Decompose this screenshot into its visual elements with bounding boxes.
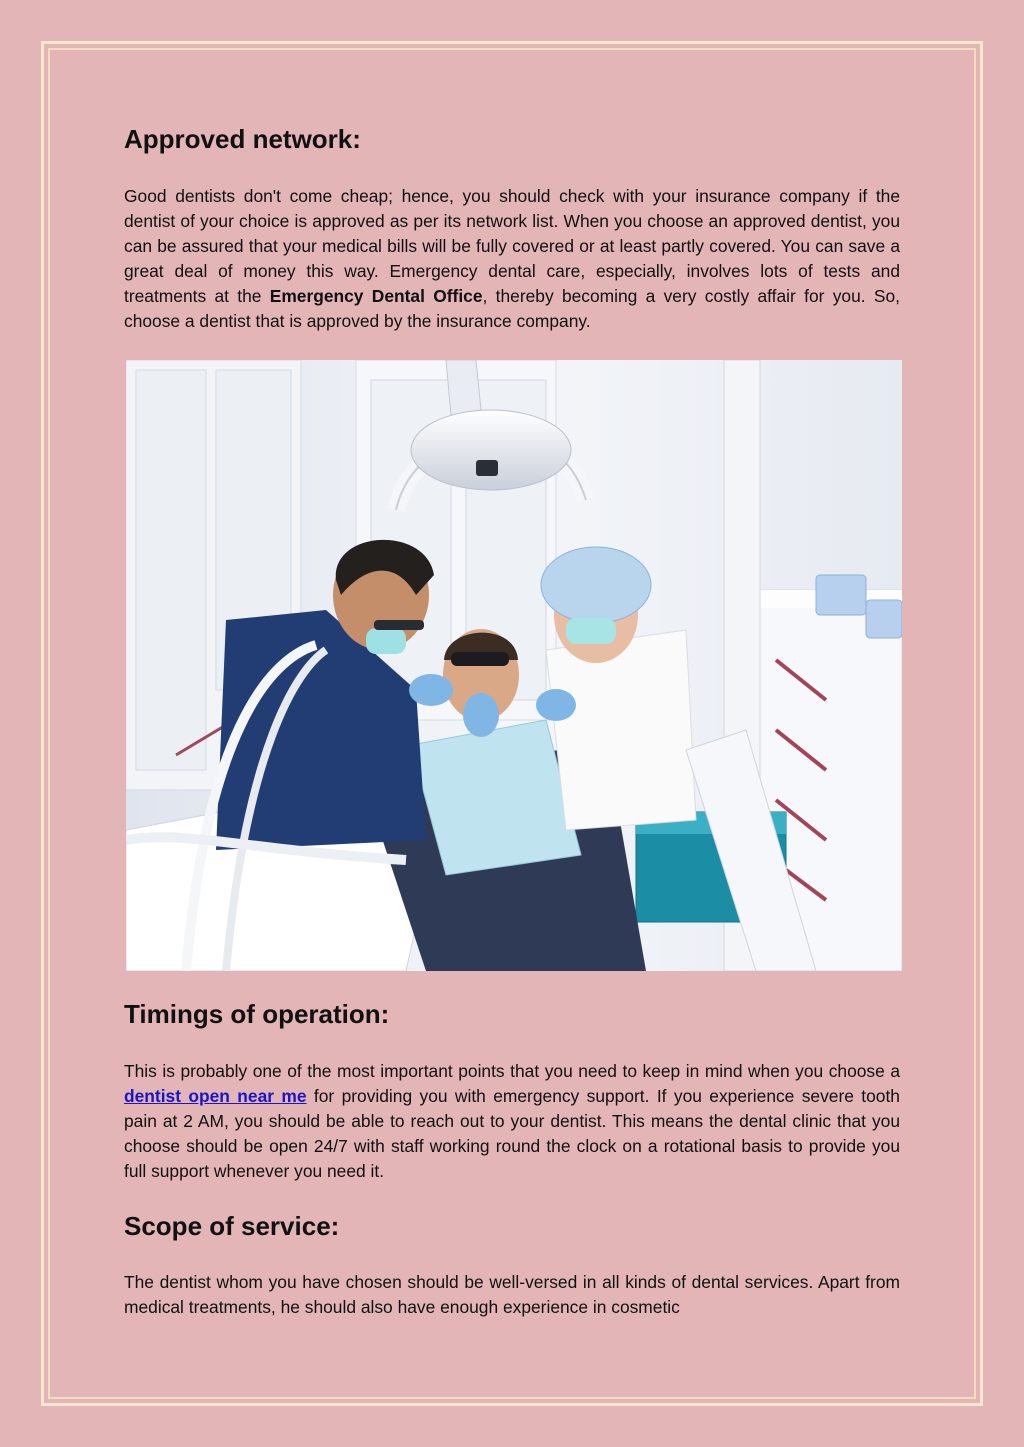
timings-text-after: for providing you with emergency support. If you experience severe tooth pain at 2 AM, you should be able to reach out to your dentist. This means the dental clinic that you choose should be open 24/7 with staff working round the clock on a rotational basis to provide you full support whenever you need it. (124, 1086, 900, 1181)
heading-scope-of-service: Scope of service: (124, 1211, 340, 1241)
assistant-body (546, 630, 696, 830)
paragraph-scope: The dentist whom you have chosen should be well-versed in all kinds of dental services. Apart from medical treatments, he should also have enough experience in cosmetic (124, 1272, 900, 1317)
emergency-dental-office-term: Emergency Dental Office (269, 286, 483, 306)
dentist-open-near-me-link[interactable]: dentist open near me (124, 1086, 307, 1106)
timings-text-before: This is probably one of the most important points that you need to keep in mind when you choose a (124, 1061, 900, 1081)
approved-text-before: Good dentists don't come cheap; hence, you should check with your insurance company if the dentist of your choice is approved as per its network list. When you choose an approved dentist, you can be assured that your medical bills will be fully covered or at least partly covered. You can save a great deal of money this way. Emergency dental care, especially, involves lots of tests and treatments at the (124, 186, 900, 306)
paragraph-timings (124, 1059, 900, 1184)
heading-timings-of-operation: Timings of operation: (124, 999, 390, 1029)
paragraph-approved-network (124, 184, 900, 334)
approved-text-after: , thereby becoming a very costly affair for you. So, choose a dentist that is approved by the insurance company. (124, 286, 900, 331)
dental-clinic-photo (126, 360, 902, 971)
dental-lamp (411, 410, 571, 490)
heading-approved-network: Approved network: (124, 124, 361, 154)
dental-procedure-illustration (126, 360, 902, 971)
assistant-cap (541, 547, 651, 623)
